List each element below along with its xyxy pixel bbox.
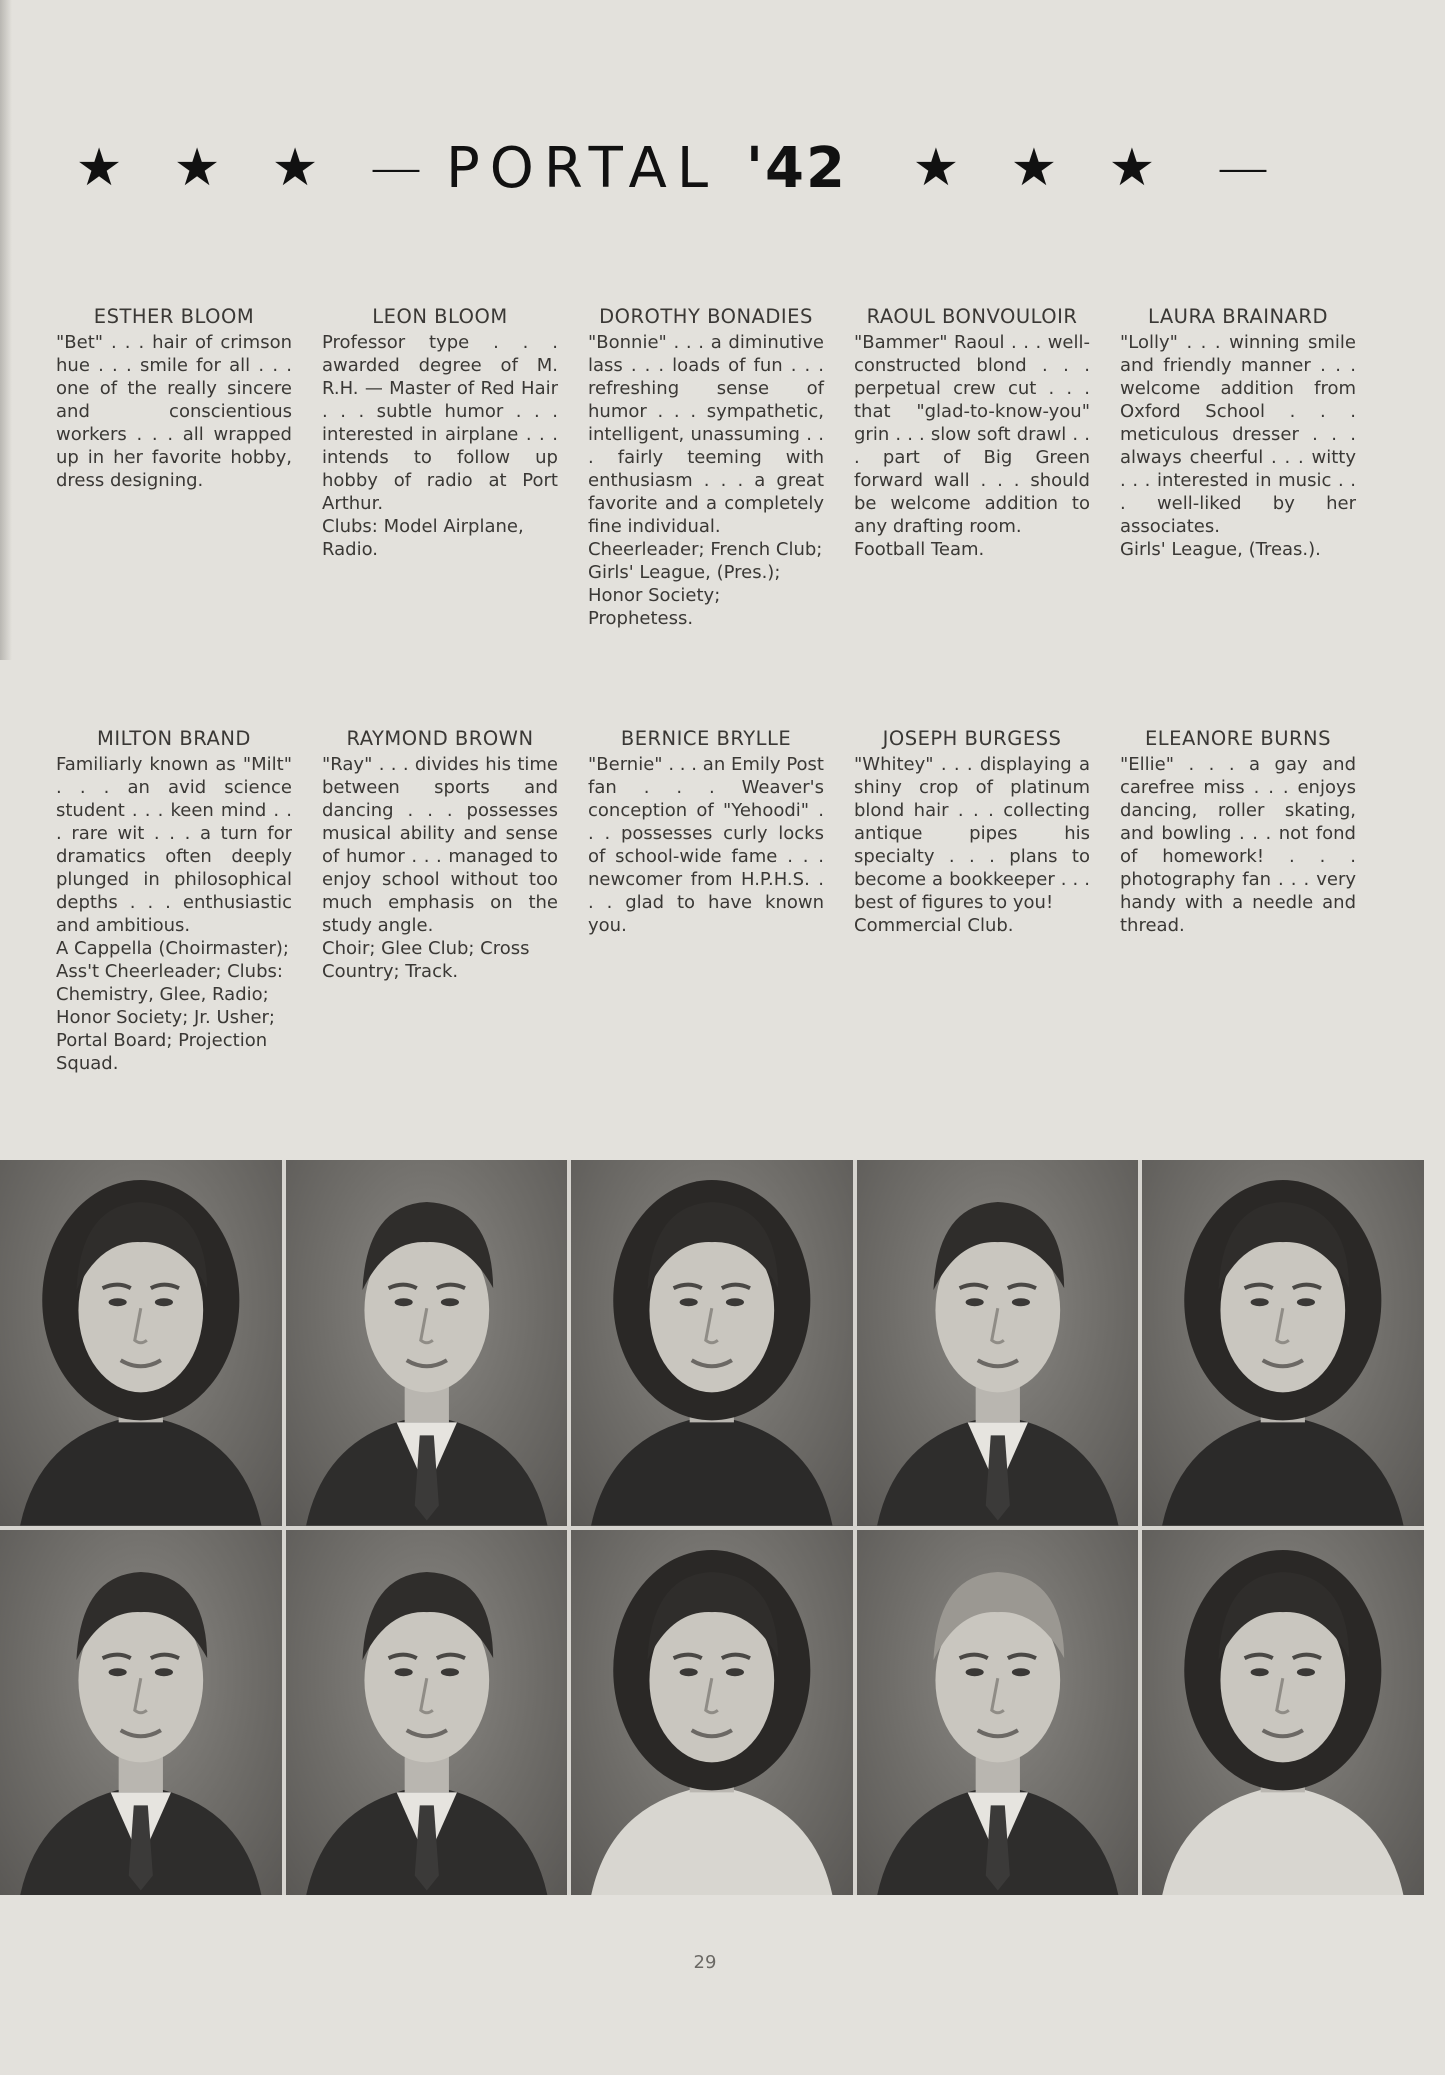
senior-name: JOSEPH BURGESS — [882, 727, 1062, 750]
senior-entry — [588, 305, 824, 630]
senior-name: RAOUL BONVOULOIR — [866, 305, 1078, 328]
senior-entry — [322, 727, 558, 1075]
portrait-grid — [0, 1160, 1424, 1895]
senior-activities: Commercial Club. — [854, 915, 1014, 936]
senior-name: DOROTHY BONADIES — [599, 305, 813, 328]
senior-row-1 — [56, 305, 1356, 630]
title-year: '42 — [745, 135, 847, 201]
header-dash: — — [1216, 138, 1269, 198]
male-portrait — [857, 1530, 1139, 1896]
senior-bio: "Whitey" . . . displaying a shiny crop of platinum blond hair . . . collecting antique pipes his specialty . . . plans to become a bookkeeper . . . best of figures to you! — [854, 754, 1090, 913]
female-portrait — [1142, 1530, 1424, 1896]
senior-row-2 — [56, 727, 1356, 1075]
male-portrait — [857, 1160, 1139, 1526]
page-binding-shadow — [0, 0, 12, 660]
star-icon: ★ — [1010, 138, 1058, 198]
senior-entry — [854, 305, 1090, 630]
senior-activities: A Cappella (Choirmaster); Ass't Cheerleader; Clubs: Chemistry, Glee, Radio; Honor Society; Jr. Usher; Portal Board; Projection Squad. — [56, 938, 289, 1074]
senior-bio: "Ray" . . . divides his time between sports and dancing . . . possesses musical ability and sense of humor . . . managed to enjoy school without too much emphasis on the study angle. — [322, 754, 558, 936]
star-icon: ★ — [271, 138, 319, 198]
senior-entry — [322, 305, 558, 630]
senior-activities: Cheerleader; French Club; Girls' League, (Pres.); Honor Society; Prophetess. — [588, 539, 823, 629]
female-portrait — [571, 1160, 853, 1526]
senior-entry — [1120, 727, 1356, 1075]
title-text: PORTAL — [446, 135, 719, 201]
star-icon: ★ — [912, 138, 960, 198]
senior-bio: "Ellie" . . . a gay and carefree miss . . . enjoys dancing, roller skating, and bowling . . . not fond of homework! . . . photography fan . . . very handy with a needle and thread. — [1120, 754, 1356, 936]
page-header — [50, 128, 1350, 208]
senior-activities: Clubs: Model Airplane, Radio. — [322, 516, 524, 560]
senior-name: LAURA BRAINARD — [1148, 305, 1328, 328]
male-portrait — [286, 1530, 568, 1896]
senior-bio: "Lolly" . . . winning smile and friendly manner . . . welcome addition from Oxford School . . . meticulous dresser . . . always cheerful . . . witty . . . interested in music . . . well-liked by her associates. — [1120, 332, 1356, 537]
senior-name: ESTHER BLOOM — [93, 305, 255, 328]
senior-entry — [854, 727, 1090, 1075]
senior-entry — [56, 305, 292, 630]
male-portrait — [0, 1530, 282, 1896]
senior-entry — [56, 727, 292, 1075]
senior-name: ELEANORE BURNS — [1144, 727, 1331, 750]
senior-activities: Football Team. — [854, 539, 985, 560]
senior-bio: Professor type . . . awarded degree of M. R.H. — Master of Red Hair . . . subtle humor . . . interested in airplane . . . intends to follow up hobby of radio at Port Arthur. — [322, 332, 558, 514]
senior-bio: "Bet" . . . hair of crimson hue . . . smile for all . . . one of the really sincere and conscientious workers . . . all wrapped up in her favorite hobby, dress designing. — [56, 332, 292, 491]
star-icon: ★ — [1108, 138, 1156, 198]
senior-activities: Choir; Glee Club; Cross Country; Track. — [322, 938, 530, 982]
senior-activities: Girls' League, (Treas.). — [1120, 539, 1321, 560]
female-portrait — [0, 1160, 282, 1526]
header-dash: — — [370, 138, 422, 198]
senior-name: RAYMOND BROWN — [346, 727, 534, 750]
senior-bio: "Bammer" Raoul . . . well-constructed blond . . . perpetual crew cut . . . that "glad-to-know-you" grin . . . slow soft drawl . . . part of Big Green forward wall . . . should be welcome addition to any drafting room. — [854, 332, 1090, 537]
senior-bio: Familiarly known as "Milt" . . . an avid science student . . . keen mind . . . rare wit . . . a turn for dramatics often deeply plunged in philosophical depths . . . enthusiastic and ambitious. — [56, 754, 292, 936]
senior-entry — [1120, 305, 1356, 630]
senior-name: LEON BLOOM — [372, 305, 508, 328]
senior-name: MILTON BRAND — [97, 727, 251, 750]
female-portrait — [1142, 1160, 1424, 1526]
male-portrait — [286, 1160, 568, 1526]
star-icon: ★ — [173, 138, 221, 198]
page-number: 29 — [693, 1952, 717, 1973]
page-title — [446, 136, 847, 201]
senior-name: BERNICE BRYLLE — [620, 727, 792, 750]
senior-entry — [588, 727, 824, 1075]
senior-bio: "Bernie" . . . an Emily Post fan . . . Weaver's conception of "Yehoodi" . . . possesses curly locks of school-wide fame . . . newcomer from H.P.H.S. . . . glad to have known you. — [588, 754, 824, 936]
star-icon: ★ — [75, 138, 123, 198]
female-portrait — [571, 1530, 853, 1896]
senior-bio: "Bonnie" . . . a diminutive lass . . . loads of fun . . . refreshing sense of humor . . . sympathetic, intelligent, unassuming . . . fairly teeming with enthusiasm . . . a great favorite and a completely fine individual. — [588, 332, 824, 537]
